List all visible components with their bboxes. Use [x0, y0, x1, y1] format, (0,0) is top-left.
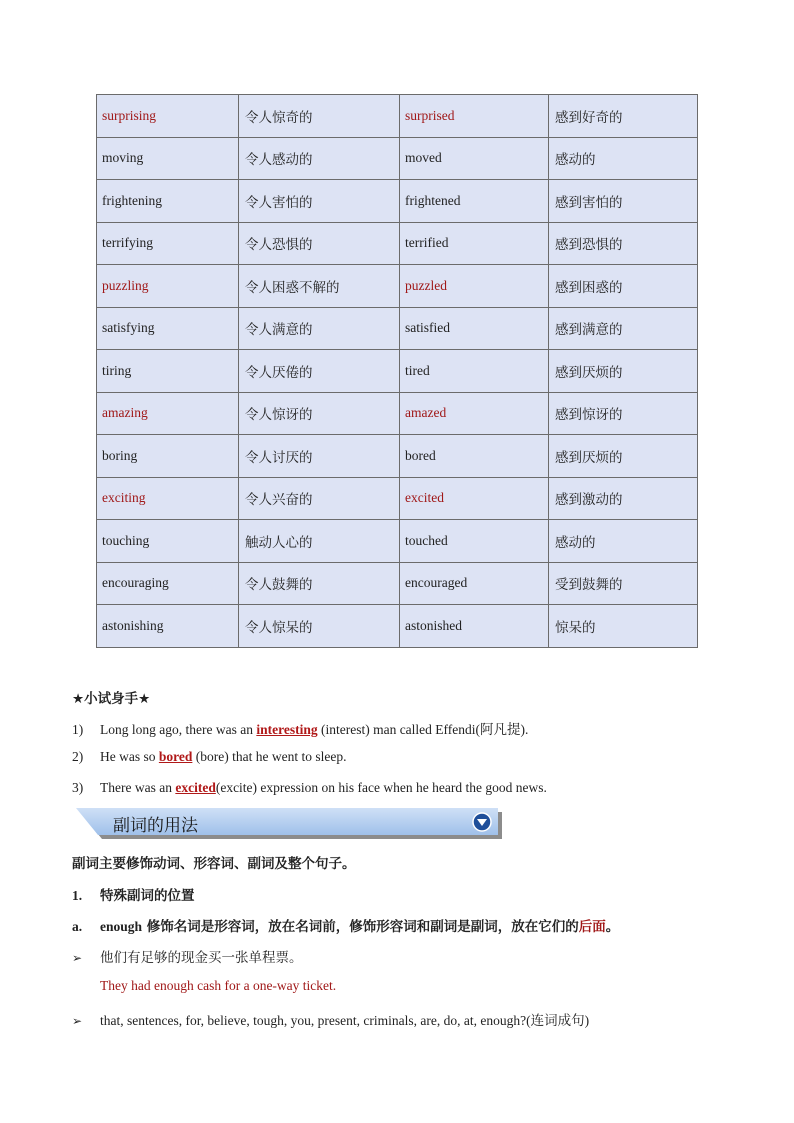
table-cell: 感到害怕的	[549, 180, 698, 223]
table-cell: 令人恐惧的	[239, 222, 400, 265]
table-cell: bored	[400, 435, 549, 478]
table-cell: 令人惊讶的	[239, 392, 400, 435]
table-row	[97, 477, 698, 520]
trial-item-answer: bored	[158, 749, 193, 764]
point-a-label: a.	[72, 919, 83, 934]
table-cell: 感到厌烦的	[549, 435, 698, 478]
table-cell: amazing	[97, 392, 239, 435]
table-cell: 令人满意的	[239, 307, 400, 350]
example-zh: 他们有足够的现金买一张单程票。	[100, 950, 303, 966]
table-cell: 令人害怕的	[239, 180, 400, 223]
trial-item-num: 2)	[72, 749, 84, 764]
table-cell: frightening	[97, 180, 239, 223]
table-row	[97, 180, 698, 223]
table-cell: satisfied	[400, 307, 549, 350]
table-cell: 感动的	[549, 137, 698, 180]
table-cell: puzzling	[97, 265, 239, 308]
trial-item-after: (interest) man called Effendi(阿凡提).	[317, 722, 529, 737]
trial-item-num: 3)	[72, 780, 84, 795]
point-1	[72, 884, 195, 904]
table-row	[97, 605, 698, 648]
table-cell: 令人兴奋的	[239, 477, 400, 520]
table-row	[97, 95, 698, 138]
table-cell: astonishing	[97, 605, 239, 648]
table-cell: amazed	[400, 392, 549, 435]
table-cell: 感到好奇的	[549, 95, 698, 138]
table-cell: astonished	[400, 605, 549, 648]
trial-item-2	[72, 749, 346, 765]
table-cell: 令人惊奇的	[239, 95, 400, 138]
chevron-down-circle-icon	[472, 812, 492, 832]
trial-heading: ★小试身手★	[72, 691, 151, 707]
table-cell: tired	[400, 350, 549, 393]
exercise-line	[72, 1009, 589, 1029]
trial-item-before: He was so	[100, 749, 159, 764]
table-cell: 感到困惑的	[549, 265, 698, 308]
table-row	[97, 562, 698, 605]
section-intro: 副词主要修饰动词、形容词、副词及整个句子。	[72, 856, 356, 872]
table-cell: tiring	[97, 350, 239, 393]
table-cell: exciting	[97, 477, 239, 520]
table-cell: touching	[97, 520, 239, 563]
vocab-table-body	[97, 95, 698, 648]
table-cell: boring	[97, 435, 239, 478]
table-row	[97, 350, 698, 393]
trial-item-before: Long long ago, there was an	[100, 722, 257, 737]
table-cell: encouraged	[400, 562, 549, 605]
table-cell: 令人困惑不解的	[239, 265, 400, 308]
table-cell: 触动人心的	[239, 520, 400, 563]
table-cell: 感到激动的	[549, 477, 698, 520]
table-cell: moved	[400, 137, 549, 180]
trial-item-after: (bore) that he went to sleep.	[192, 749, 347, 764]
point-a	[72, 915, 619, 935]
example-en: They had enough cash for a one-way ticket.	[100, 978, 337, 993]
vocab-table	[96, 94, 698, 648]
point-1-number: 1.	[72, 888, 83, 903]
table-cell: terrifying	[97, 222, 239, 265]
table-row	[97, 307, 698, 350]
trial-item-before: There was an	[100, 780, 176, 795]
bullet-arrow-icon: ➢	[72, 1014, 83, 1028]
table-row	[97, 265, 698, 308]
table-cell: 感动的	[549, 520, 698, 563]
table-cell: satisfying	[97, 307, 239, 350]
trial-item-answer: interesting	[256, 722, 318, 737]
table-row	[97, 137, 698, 180]
table-cell: 令人惊呆的	[239, 605, 400, 648]
point-a-end: 。	[605, 919, 620, 935]
bullet-arrow-icon: ➢	[72, 951, 83, 965]
trial-item-after: (excite) expression on his face when he heard the good news.	[215, 780, 547, 795]
point-a-text: 修饰名词是形容词，放在名词前，修饰形容词和副词是副词，放在它们的	[142, 919, 579, 935]
table-cell: touched	[400, 520, 549, 563]
table-cell: encouraging	[97, 562, 239, 605]
table-cell: surprised	[400, 95, 549, 138]
table-cell: terrified	[400, 222, 549, 265]
trial-item-answer: excited	[175, 780, 216, 795]
example-zh-line	[72, 946, 303, 966]
table-row	[97, 392, 698, 435]
table-cell: 感到惊讶的	[549, 392, 698, 435]
table-cell: 惊呆的	[549, 605, 698, 648]
table-cell: 感到恐惧的	[549, 222, 698, 265]
trial-item-3	[72, 780, 547, 796]
point-a-keyword: enough	[100, 919, 143, 934]
table-cell: 令人感动的	[239, 137, 400, 180]
table-cell: 令人讨厌的	[239, 435, 400, 478]
table-cell: surprising	[97, 95, 239, 138]
table-cell: 受到鼓舞的	[549, 562, 698, 605]
table-cell: excited	[400, 477, 549, 520]
exercise-text: that, sentences, for, believe, tough, you, present, criminals, are, do, at, enough?(连词成句)	[100, 1013, 590, 1028]
trial-item-1	[72, 718, 528, 738]
table-row	[97, 435, 698, 478]
table-cell: 令人厌倦的	[239, 350, 400, 393]
trial-item-num: 1)	[72, 722, 84, 737]
table-cell: 感到厌烦的	[549, 350, 698, 393]
table-row	[97, 520, 698, 563]
table-cell: frightened	[400, 180, 549, 223]
table-cell: puzzled	[400, 265, 549, 308]
table-cell: moving	[97, 137, 239, 180]
table-cell: 令人鼓舞的	[239, 562, 400, 605]
point-a-highlight: 后面	[578, 919, 606, 935]
point-1-text: 特殊副词的位置	[100, 888, 195, 904]
table-row	[97, 222, 698, 265]
section-title: 副词的用法	[113, 816, 198, 836]
table-cell: 感到满意的	[549, 307, 698, 350]
